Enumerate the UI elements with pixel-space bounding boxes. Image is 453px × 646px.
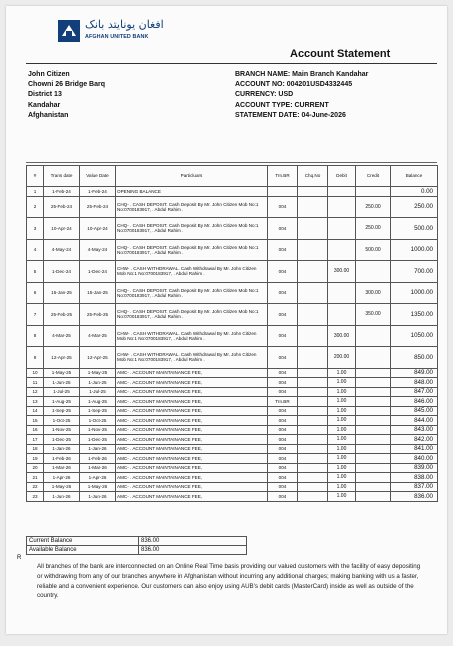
table-row <box>27 454 438 464</box>
column-header: Balance <box>391 166 438 187</box>
cheque-number <box>298 387 328 397</box>
cheque-number <box>298 425 328 435</box>
table-row <box>27 187 438 197</box>
row-number: 6 <box>27 282 44 304</box>
credit-amount <box>356 435 391 445</box>
value-date: 25-Feb-25 <box>80 304 116 326</box>
row-number: 16 <box>27 425 44 435</box>
cheque-number <box>298 187 328 197</box>
value-date: 1-Sep-25 <box>80 406 116 416</box>
balance-amount: 700.00 <box>391 261 438 283</box>
table-row <box>27 378 438 388</box>
transaction-branch: 004 <box>268 304 298 326</box>
table-row <box>27 473 438 483</box>
available-balance-value: 836.00 <box>139 546 247 555</box>
trans-date: 1-Feb-24 <box>44 187 80 197</box>
debit-amount: 1.00 <box>328 387 356 397</box>
transaction-branch: 004 <box>268 368 298 378</box>
trans-date: 1-Aug-25 <box>44 397 80 407</box>
value-date: 1-Apr-26 <box>80 473 116 483</box>
cheque-number <box>298 406 328 416</box>
trans-date: 1-Dec-24 <box>44 261 80 283</box>
particulars: AMC- . ACCOUNT MAINTAINANCE FEE, <box>116 435 268 445</box>
trans-date: 25-Feb-24 <box>44 196 80 218</box>
particulars: CHQ- . CASH DEPOSIT. Cash Deposit By Mr. John Citizen Mob No:1 No:0700183917, . Abdul Rahim . <box>116 218 268 240</box>
transaction-branch: 004 <box>268 261 298 283</box>
current-balance-row <box>27 537 247 546</box>
balance-amount: 839.00 <box>391 463 438 473</box>
row-number: 10 <box>27 368 44 378</box>
info-divider <box>26 162 437 163</box>
table-row <box>27 425 438 435</box>
balance-amount: 1350.00 <box>391 304 438 326</box>
balance-amount: 1050.00 <box>391 325 438 347</box>
available-balance-label: Available Balance <box>27 546 139 555</box>
cheque-number <box>298 304 328 326</box>
particulars: CHW- . CASH WITHDRAWAL. Cash Withdrawal By Mr. John Citizen Mob No:1 No:0700183917, . Abdul Rahim . <box>116 325 268 347</box>
table-row <box>27 397 438 407</box>
account-details <box>235 70 368 121</box>
table-row <box>27 304 438 326</box>
debit-amount: 1.00 <box>328 473 356 483</box>
debit-amount: 1.00 <box>328 463 356 473</box>
credit-amount <box>356 378 391 388</box>
credit-amount <box>356 325 391 347</box>
credit-amount: 250.00 <box>356 218 391 240</box>
trans-date: 1-May-25 <box>44 368 80 378</box>
column-header: Debit <box>328 166 356 187</box>
row-number: 18 <box>27 444 44 454</box>
value-date: 1-May-26 <box>80 482 116 492</box>
debit-amount: 1.00 <box>328 492 356 502</box>
debit-amount <box>328 187 356 197</box>
document-title: Account Statement <box>290 48 391 60</box>
particulars: CHQ- . CASH DEPOSIT. Cash Deposit By Mr. John Citizen Mob No:1 No:0700183917, . Abdul Rahim . <box>116 282 268 304</box>
credit-amount <box>356 187 391 197</box>
cheque-number <box>298 239 328 261</box>
value-date: 1-Jun-26 <box>80 492 116 502</box>
bank-logo-icon <box>58 20 80 42</box>
particulars: AMC- . ACCOUNT MAINTAINANCE FEE, <box>116 492 268 502</box>
particulars: AMC- . ACCOUNT MAINTAINANCE FEE, <box>116 444 268 454</box>
balance-amount: 842.00 <box>391 435 438 445</box>
trans-date: 1-Jun-26 <box>44 492 80 502</box>
customer-name: John Citizen <box>28 71 70 78</box>
address-city: Kandahar <box>28 101 61 109</box>
value-date: 1-Mar-26 <box>80 463 116 473</box>
balance-amount: 849.00 <box>391 368 438 378</box>
trans-date: 1-Jun-25 <box>44 378 80 388</box>
table-header-row <box>27 166 438 187</box>
cheque-number <box>298 416 328 426</box>
balance-summary <box>26 536 247 555</box>
particulars: CHQ- . CASH DEPOSIT. Cash Deposit By Mr. John Citizen Mob No:1 No:0700183917, . Abdul Rahim . <box>116 196 268 218</box>
transaction-branch: 004 <box>268 347 298 369</box>
debit-amount: 1.00 <box>328 368 356 378</box>
cheque-number <box>298 196 328 218</box>
trans-date: 1-Oct-25 <box>44 416 80 426</box>
value-date: 4-Mar-25 <box>80 325 116 347</box>
table-row <box>27 196 438 218</box>
table-row <box>27 463 438 473</box>
credit-amount <box>356 454 391 464</box>
debit-amount: 1.00 <box>328 416 356 426</box>
debit-amount: 1.00 <box>328 435 356 445</box>
credit-amount <box>356 387 391 397</box>
particulars: AMC- . ACCOUNT MAINTAINANCE FEE, <box>116 473 268 483</box>
customer-address <box>28 70 105 121</box>
value-date: 10-Apr-24 <box>80 218 116 240</box>
address-line-2: District 13 <box>28 91 62 99</box>
trans-date: 10-Apr-24 <box>44 218 80 240</box>
value-date: 15-Jan-25 <box>80 282 116 304</box>
debit-amount <box>328 239 356 261</box>
credit-amount <box>356 492 391 502</box>
credit-amount: 350.00 <box>356 304 391 326</box>
column-header: Value Date <box>80 166 116 187</box>
balance-amount: 840.00 <box>391 454 438 464</box>
transaction-branch: 004 <box>268 454 298 464</box>
cheque-number <box>298 454 328 464</box>
row-number: 23 <box>27 492 44 502</box>
balance-amount: 846.00 <box>391 397 438 407</box>
value-date: 1-May-25 <box>80 368 116 378</box>
balance-amount: 0.00 <box>391 187 438 197</box>
transaction-branch: 004 <box>268 482 298 492</box>
row-number: 21 <box>27 473 44 483</box>
r-mark: R <box>17 555 22 561</box>
debit-amount: 300.00 <box>328 325 356 347</box>
transactions-table <box>26 165 438 502</box>
debit-amount: 300.00 <box>328 261 356 283</box>
column-header: Trn.BR <box>268 166 298 187</box>
trans-date: 1-Dec-25 <box>44 435 80 445</box>
table-row <box>27 325 438 347</box>
credit-amount <box>356 463 391 473</box>
credit-amount <box>356 397 391 407</box>
particulars: AMC- . ACCOUNT MAINTAINANCE FEE, <box>116 425 268 435</box>
trans-date: 1-Mar-26 <box>44 463 80 473</box>
column-header: Chq.No <box>298 166 328 187</box>
particulars: CHQ- . CASH DEPOSIT. Cash Deposit By Mr. John Citizen Mob No:1 No:0700183917, . Abdul Rahim . <box>116 239 268 261</box>
transaction-branch: 004 <box>268 492 298 502</box>
table-row <box>27 492 438 502</box>
balance-amount: 836.00 <box>391 492 438 502</box>
value-date: 1-Jun-25 <box>80 378 116 388</box>
transaction-branch <box>268 187 298 197</box>
column-header: Particluars <box>116 166 268 187</box>
row-number: 19 <box>27 454 44 464</box>
balance-amount: 837.00 <box>391 482 438 492</box>
debit-amount <box>328 218 356 240</box>
debit-amount: 1.00 <box>328 425 356 435</box>
debit-amount: 1.00 <box>328 406 356 416</box>
transaction-branch: 004 <box>268 435 298 445</box>
bank-name-arabic: افغان یونایتد بانک <box>85 18 164 31</box>
balance-amount: 848.00 <box>391 378 438 388</box>
table-row <box>27 387 438 397</box>
row-number: 7 <box>27 304 44 326</box>
trans-date: 1-Sep-25 <box>44 406 80 416</box>
debit-amount <box>328 282 356 304</box>
balance-amount: 850.00 <box>391 347 438 369</box>
cheque-number <box>298 482 328 492</box>
account-number: ACCOUNT NO: 004201USD4332445 <box>235 81 353 89</box>
available-balance-row <box>27 546 247 555</box>
value-date: 1-Jan-26 <box>80 444 116 454</box>
debit-amount: 1.00 <box>328 454 356 464</box>
transactions-body <box>27 187 438 502</box>
row-number: 2 <box>27 196 44 218</box>
balance-amount: 844.00 <box>391 416 438 426</box>
debit-amount: 1.00 <box>328 482 356 492</box>
debit-amount: 1.00 <box>328 378 356 388</box>
value-date: 12-Apr-25 <box>80 347 116 369</box>
cheque-number <box>298 325 328 347</box>
credit-amount <box>356 406 391 416</box>
transaction-branch: 004 <box>268 325 298 347</box>
credit-amount <box>356 444 391 454</box>
table-row <box>27 261 438 283</box>
footer-notice: All branches of the bank are interconnected on an Online Real Time basis providing our valued customers with the facility of easy depositing or withdrawing from any of our branches anywhere in Afghanistan without incurring any additional charges; making banking with us a faster, reliable and a convenient experience. Our customers can also enjoy using AUB's debit cards (MasterCard) inside as well as outside of the country. <box>37 563 421 600</box>
trans-date: 1-May-26 <box>44 482 80 492</box>
branch-name: BRANCH NAME: Main Branch Kandahar <box>235 71 369 78</box>
row-number: 12 <box>27 387 44 397</box>
bank-name-english: AFGHAN UNITED BANK <box>85 34 149 40</box>
row-number: 13 <box>27 397 44 407</box>
column-header: Trans date <box>44 166 80 187</box>
table-row <box>27 282 438 304</box>
trans-date: 1-Jan-26 <box>44 444 80 454</box>
address-country: Afghanistan <box>28 111 69 119</box>
value-date: 4-May-24 <box>80 239 116 261</box>
debit-amount: 1.00 <box>328 444 356 454</box>
value-date: 1-Feb-26 <box>80 454 116 464</box>
balance-amount: 843.00 <box>391 425 438 435</box>
trans-date: 1-Jul-25 <box>44 387 80 397</box>
credit-amount <box>356 473 391 483</box>
transaction-branch: 004 <box>268 378 298 388</box>
particulars: AMC- . ACCOUNT MAINTAINANCE FEE, <box>116 463 268 473</box>
table-row <box>27 347 438 369</box>
particulars: AMC- . ACCOUNT MAINTAINANCE FEE, <box>116 397 268 407</box>
balance-amount: 838.00 <box>391 473 438 483</box>
balance-amount: 500.00 <box>391 218 438 240</box>
transaction-branch: 004 <box>268 406 298 416</box>
bank-logo <box>58 18 164 58</box>
cheque-number <box>298 463 328 473</box>
row-number: 14 <box>27 406 44 416</box>
cheque-number <box>298 218 328 240</box>
row-number: 5 <box>27 261 44 283</box>
balance-amount: 845.00 <box>391 406 438 416</box>
statement-date: STATEMENT DATE: 04-June-2026 <box>235 111 346 119</box>
particulars: AMC- . ACCOUNT MAINTAINANCE FEE, <box>116 416 268 426</box>
row-number: 9 <box>27 347 44 369</box>
transaction-branch: 004 <box>268 282 298 304</box>
row-number: 4 <box>27 239 44 261</box>
row-number: 3 <box>27 218 44 240</box>
column-header: # <box>27 166 44 187</box>
current-balance-value: 836.00 <box>139 537 247 546</box>
particulars: AMC- . ACCOUNT MAINTAINANCE FEE, <box>116 454 268 464</box>
transaction-branch: Trn.BR <box>268 397 298 407</box>
table-row <box>27 406 438 416</box>
transaction-branch: 004 <box>268 444 298 454</box>
table-row <box>27 435 438 445</box>
debit-amount <box>328 304 356 326</box>
cheque-number <box>298 378 328 388</box>
trans-date: 12-Apr-25 <box>44 347 80 369</box>
balance-amount: 1000.00 <box>391 282 438 304</box>
cheque-number <box>298 435 328 445</box>
cheque-number <box>298 368 328 378</box>
credit-amount: 500.00 <box>356 239 391 261</box>
address-line-1: Chowni 26 Bridge Barq <box>28 81 106 89</box>
value-date: 25-Feb-24 <box>80 196 116 218</box>
particulars: CHQ- . CASH DEPOSIT. Cash Deposit By Mr. John Citizen Mob No:1 No:0700183917, . Abdul Rahim . <box>116 304 268 326</box>
cheque-number <box>298 444 328 454</box>
trans-date: 1-Feb-26 <box>44 454 80 464</box>
row-number: 20 <box>27 463 44 473</box>
table-row <box>27 444 438 454</box>
transaction-branch: 004 <box>268 387 298 397</box>
table-row <box>27 416 438 426</box>
row-number: 15 <box>27 416 44 426</box>
cheque-number <box>298 473 328 483</box>
particulars: OPENING BALANCE <box>116 187 268 197</box>
cheque-number <box>298 397 328 407</box>
transaction-branch: 004 <box>268 425 298 435</box>
value-date: 1-Feb-24 <box>80 187 116 197</box>
credit-amount <box>356 261 391 283</box>
value-date: 1-Oct-25 <box>80 416 116 426</box>
particulars: AMC- . ACCOUNT MAINTAINANCE FEE, <box>116 378 268 388</box>
transaction-branch: 004 <box>268 239 298 261</box>
transaction-branch: 004 <box>268 218 298 240</box>
credit-amount <box>356 368 391 378</box>
value-date: 1-Jul-25 <box>80 387 116 397</box>
particulars: CHW- . CASH WITHDRAWAL. Cash Withdrawal By Mr. John Citizen Mob No:1 No:0700183917, . Abdul Rahim . <box>116 261 268 283</box>
trans-date: 25-Feb-25 <box>44 304 80 326</box>
balance-amount: 847.00 <box>391 387 438 397</box>
row-number: 22 <box>27 482 44 492</box>
current-balance-label: Current Balance <box>27 537 139 546</box>
balance-amount: 1000.00 <box>391 239 438 261</box>
transaction-branch: 004 <box>268 473 298 483</box>
row-number: 17 <box>27 435 44 445</box>
cheque-number <box>298 282 328 304</box>
table-row <box>27 218 438 240</box>
table-row <box>27 368 438 378</box>
credit-amount <box>356 482 391 492</box>
balance-amount: 250.00 <box>391 196 438 218</box>
balance-amount: 841.00 <box>391 444 438 454</box>
value-date: 1-Dec-25 <box>80 435 116 445</box>
trans-date: 4-Mar-25 <box>44 325 80 347</box>
transaction-branch: 004 <box>268 463 298 473</box>
value-date: 1-Nov-25 <box>80 425 116 435</box>
debit-amount <box>328 196 356 218</box>
value-date: 1-Aug-25 <box>80 397 116 407</box>
trans-date: 15-Jan-25 <box>44 282 80 304</box>
debit-amount: 1.00 <box>328 397 356 407</box>
credit-amount <box>356 347 391 369</box>
statement-page <box>6 6 447 634</box>
trans-date: 1-Nov-25 <box>44 425 80 435</box>
cheque-number <box>298 261 328 283</box>
credit-amount <box>356 416 391 426</box>
column-header: Credit <box>356 166 391 187</box>
credit-amount <box>356 425 391 435</box>
transaction-branch: 004 <box>268 196 298 218</box>
value-date: 1-Dec-24 <box>80 261 116 283</box>
particulars: CHW- . CASH WITHDRAWAL. Cash Withdrawal By Mr. John Citizen Mob No:1 No:0700183917, . Abdul Rahim . <box>116 347 268 369</box>
table-row <box>27 239 438 261</box>
particulars: AMC- . ACCOUNT MAINTAINANCE FEE, <box>116 482 268 492</box>
debit-amount: 200.00 <box>328 347 356 369</box>
credit-amount: 250.00 <box>356 196 391 218</box>
trans-date: 1-Apr-26 <box>44 473 80 483</box>
trans-date: 4-May-24 <box>44 239 80 261</box>
account-type: ACCOUNT TYPE: CURRENT <box>235 101 329 109</box>
row-number: 1 <box>27 187 44 197</box>
cheque-number <box>298 492 328 502</box>
row-number: 11 <box>27 378 44 388</box>
credit-amount: 300.00 <box>356 282 391 304</box>
particulars: AMC- . ACCOUNT MAINTAINANCE FEE, <box>116 406 268 416</box>
account-currency: CURRENCY: USD <box>235 91 294 99</box>
table-row <box>27 482 438 492</box>
particulars: AMC- . ACCOUNT MAINTAINANCE FEE, <box>116 368 268 378</box>
transaction-branch: 004 <box>268 416 298 426</box>
particulars: AMC- . ACCOUNT MAINTAINANCE FEE, <box>116 387 268 397</box>
cheque-number <box>298 347 328 369</box>
row-number: 8 <box>27 325 44 347</box>
header-rule <box>26 63 437 64</box>
